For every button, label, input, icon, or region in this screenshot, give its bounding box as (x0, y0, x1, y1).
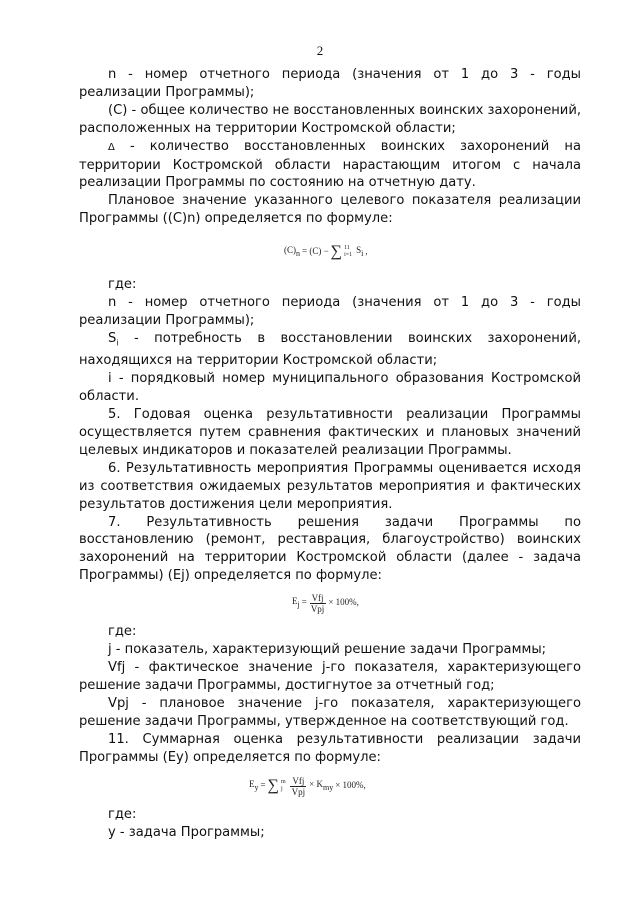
formula2-lhs: $E_j$ (292, 595, 300, 609)
paragraph-6: 6. Результативность мероприятия Программы оценивается исходя из соответствия ожидаемых результатов мероприятия и фактических результатов достижения цели мероприятия. (79, 460, 581, 512)
delta-definition-text: - количество восстановленных воинских захоронений на территории Костромской области нарастающим итогом с начала реализации Программы по состоянию на отчетную дату. (79, 138, 581, 191)
paragraph-7: 7. Результативность решения задачи Программы по восстановлению (ремонт, реставрация, благоустройство) воинских захоронений на территории Костромской области (далее - задача Программы) (Ej) определяется по формуле: (79, 514, 581, 584)
delta-definition (79, 138, 581, 193)
formula3-denominator: Vpj (291, 786, 306, 797)
formula2-denominator: Vpj (310, 603, 325, 614)
formula1-sum-limits: 11 i=1 (344, 245, 353, 259)
paragraph-11: 11. Суммарная оценка результативности реализации задачи Программы (Ey) определяется по формуле: (79, 731, 581, 765)
formula1-eq: = (С) − (302, 246, 329, 257)
formula2-eq: = (301, 597, 307, 608)
formula-task-effectiveness (292, 585, 581, 621)
formula1-lhs: $(С)_n$ (284, 244, 300, 258)
formula2-fraction (309, 593, 327, 614)
vp-definition: Vpj - плановое значение j-го показателя, характеризующего решение задачи Программы, утвержденное на соответствующий год. (79, 695, 581, 729)
s-definition: $S_i$ - потребность в восстановлении воинских захоронений, находящихся на территории Костромской области; (79, 330, 581, 369)
formula3-fraction (290, 776, 308, 797)
where-label-2: где: (108, 624, 137, 640)
n-definition: n - номер отчетного периода (значения от 1 до 3 - годы реализации Программы); (79, 67, 581, 100)
formula-planned-value (284, 241, 581, 263)
formula-total-effectiveness (249, 772, 581, 800)
vf-definition: Vfj - фактическое значение j-го показателя, характеризующего решение задачи Программы, достигнутое за отчетный год; (79, 659, 581, 693)
where-label-1: где: (108, 277, 137, 293)
formula3-tail: × 100%, (335, 780, 366, 791)
c-definition: (С) - общее количество не восстановленных воинских захоронений, расположенных на территории Костромской области; (79, 102, 581, 136)
formula1-tail: , (365, 246, 368, 257)
planned-value-paragraph: Плановое значение указанного целевого показателя реализации Программы ((С)n) определяется по формуле: (79, 193, 581, 227)
formula2-tail: × 100%, (328, 597, 359, 608)
formula1-sum-sign: ∑ (330, 243, 343, 261)
formula3-sum-sign: ∑ (267, 777, 279, 795)
page-number: 2 (316, 43, 324, 58)
document-body (79, 66, 581, 842)
delta-symbol: Δ (108, 141, 115, 153)
formula2-numerator: Vfj (311, 592, 324, 603)
formula3-lhs: $E_y$ (249, 779, 259, 792)
formula3-eq: = (260, 780, 266, 791)
formula1-term: $S_i$ (356, 244, 364, 258)
formula3-sum-limits: m j (280, 779, 286, 793)
formula3-numerator: Vfj (292, 775, 305, 786)
formula3-mult: × $K_{my}$ (309, 779, 334, 792)
n-definition-2: n - номер отчетного периода (значения от 1 до 3 - годы реализации Программы); (79, 295, 581, 328)
paragraph-5: 5. Годовая оценка результативности реализации Программы осуществляется путем сравнения фактических и плановых значений целевых индикаторов и показателей реализации Программы. (79, 407, 581, 458)
where-label-3: где: (108, 807, 137, 823)
y-definition: у - задача Программы; (108, 825, 265, 841)
j-definition: j - показатель, характеризующий решение задачи Программы; (108, 642, 547, 658)
i-definition: i - порядковый номер муниципального образования Костромской области. (79, 371, 581, 405)
